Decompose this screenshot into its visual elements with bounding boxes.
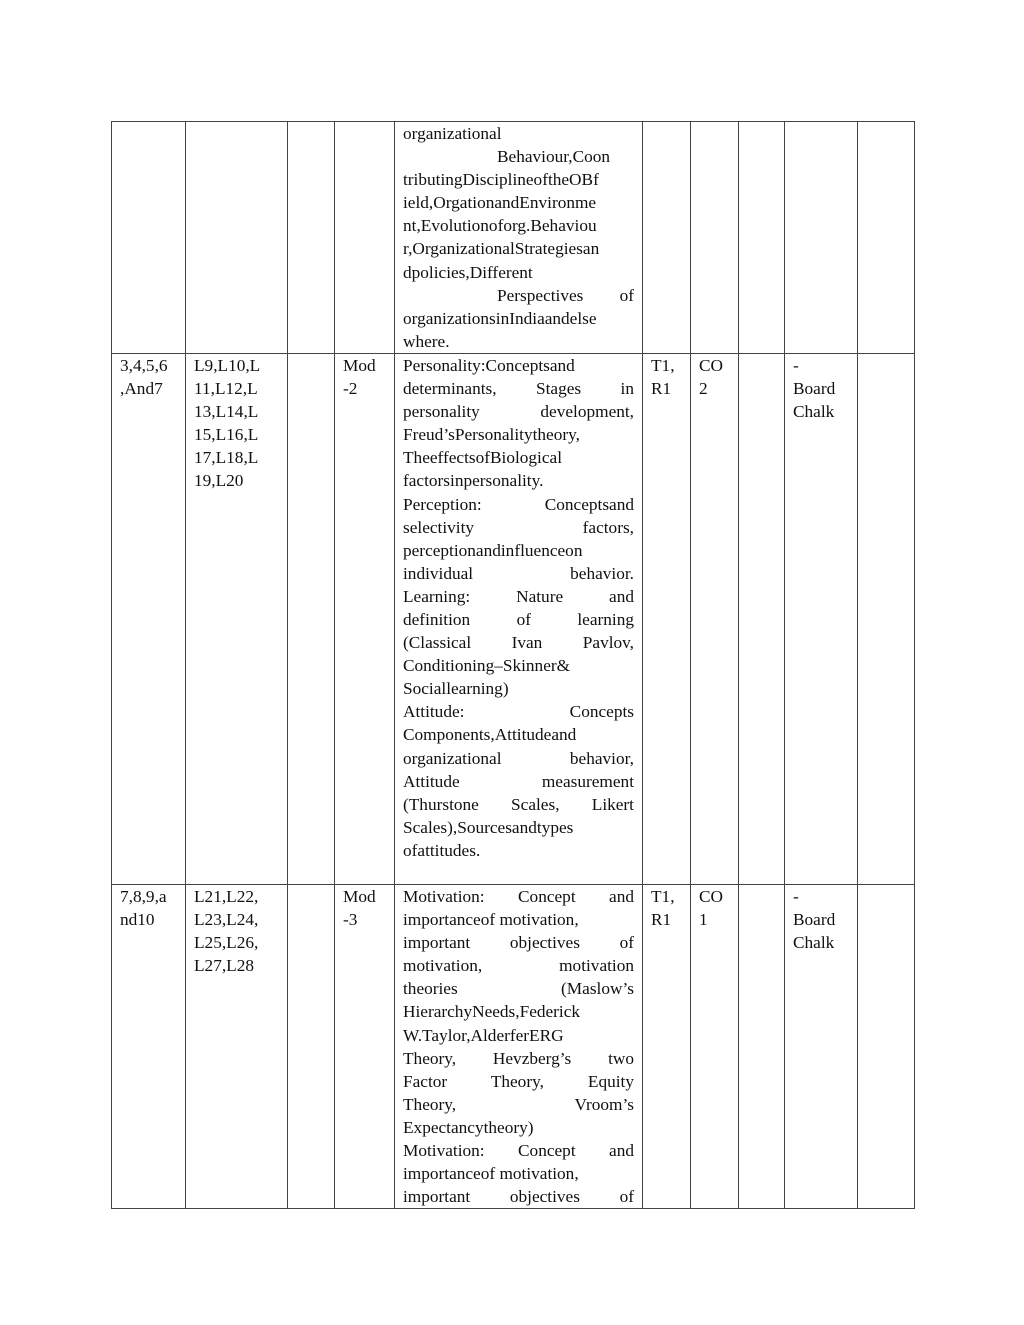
- topic-line: perceptionandinfluenceon: [403, 540, 583, 560]
- topic-line: definition of learning: [403, 609, 634, 629]
- topic-line: organizationsinIndiaandelse: [403, 308, 597, 328]
- topic-line: Perception: Conceptsand: [403, 494, 634, 514]
- blank-cell: [288, 122, 335, 354]
- topic-line: W.Taylor,AlderferERG: [403, 1025, 564, 1045]
- teaching-method-cell-line: Board: [793, 910, 836, 930]
- course-outcome-cell: [691, 122, 739, 354]
- topic-line: Learning: Nature and: [403, 586, 634, 606]
- topic-line: motivation, motivation: [403, 956, 634, 976]
- lesson-plan-table: [111, 121, 915, 1209]
- blank-cell: [858, 884, 915, 1208]
- lectures-cell: [186, 122, 288, 354]
- lectures-cell-line: 15,L16,L: [194, 425, 259, 445]
- topic-line: (Thurstone Scales, Likert: [403, 794, 634, 814]
- blank-cell: [288, 884, 335, 1208]
- lectures-cell: [186, 353, 288, 884]
- topic-line: ofattitudes.: [403, 840, 481, 860]
- topic-line: Attitude measurement: [403, 771, 634, 791]
- topic-line: r,OrganizationalStrategiesan: [403, 239, 600, 259]
- topic-line: tributingDisciplineoftheOBf: [403, 170, 599, 190]
- lectures-cell-line: 11,L12,L: [194, 379, 258, 399]
- lectures-cell-line: 13,L14,L: [194, 402, 259, 422]
- teaching-method-cell: [785, 884, 858, 1208]
- weeks-cell: [112, 884, 186, 1208]
- topic-line: Scales),Sourcesandtypes: [403, 817, 574, 837]
- blank-cell: [739, 122, 785, 354]
- topic-line: Factor Theory, Equity: [403, 1071, 634, 1091]
- topic-line: theories (Maslow’s: [403, 979, 634, 999]
- topic-line: factorsinpersonality.: [403, 471, 544, 491]
- topic-line: importanceof motivation,: [403, 910, 579, 930]
- module-cell: [335, 884, 395, 1208]
- lectures-cell-line: L21,L22,: [194, 886, 259, 906]
- topic-line: HierarchyNeeds,Federick: [403, 1002, 581, 1022]
- lectures-cell-line: L9,L10,L: [194, 355, 261, 375]
- lectures-cell-line: L25,L26,: [194, 933, 259, 953]
- teaching-method-cell-line: Board: [793, 379, 836, 399]
- course-outcome-cell-line: 1: [699, 910, 708, 930]
- topic-line: nt,Evolutionoforg.Behaviou: [403, 216, 597, 236]
- topic-line: Perspectives of: [497, 285, 634, 305]
- topic-line: Components,Attitudeand: [403, 725, 577, 745]
- topic-line: Motivation: Concept and: [403, 886, 634, 906]
- course-outcome-cell-line: CO: [699, 355, 724, 375]
- topic-line: Behaviour,Coon: [497, 147, 611, 167]
- blank-cell: [739, 884, 785, 1208]
- lectures-cell-line: 17,L18,L: [194, 448, 259, 468]
- table-row: [112, 122, 915, 354]
- references-cell-line: T1,: [651, 355, 675, 375]
- topic-line: organizational: [403, 124, 502, 143]
- references-cell: [643, 884, 691, 1208]
- topic-line: Freud’sPersonalitytheory,: [403, 425, 580, 445]
- course-outcome-cell: [691, 884, 739, 1208]
- topic-line: (Classical Ivan Pavlov,: [403, 633, 634, 653]
- module-cell: [335, 353, 395, 884]
- topic-line: determinants, Stages in: [403, 379, 634, 399]
- topic-line: Attitude: Concepts: [403, 702, 634, 722]
- lectures-cell-line: L23,L24,: [194, 910, 259, 930]
- table-row: [112, 353, 915, 884]
- weeks-cell-line: 7,8,9,a: [120, 886, 167, 906]
- references-cell: [643, 122, 691, 354]
- references-cell-line: R1: [651, 910, 672, 930]
- topic-line: Motivation: Concept and: [403, 1140, 634, 1160]
- lectures-cell-line: 19,L20: [194, 471, 244, 491]
- topic-line: individual behavior.: [403, 563, 634, 583]
- topics-cell: [395, 884, 643, 1208]
- topic-line: where.: [403, 331, 450, 351]
- references-cell: [643, 353, 691, 884]
- topic-line: important objectives of: [403, 1187, 634, 1207]
- weeks-cell: [112, 122, 186, 354]
- teaching-method-cell: [785, 353, 858, 884]
- module-cell: [335, 122, 395, 354]
- topic-line: Sociallearning): [403, 679, 509, 699]
- weeks-cell-line: ,And7: [120, 379, 163, 399]
- teaching-method-cell-line: -: [793, 886, 799, 906]
- teaching-method-cell-line: -: [793, 355, 799, 375]
- weeks-cell: [112, 353, 186, 884]
- blank-cell: [858, 122, 915, 354]
- topic-line: importanceof motivation,: [403, 1164, 579, 1184]
- topic-line: TheeffectsofBiological: [403, 448, 562, 468]
- references-cell-line: T1,: [651, 886, 675, 906]
- course-outcome-cell: [691, 353, 739, 884]
- weeks-cell-line: 3,4,5,6: [120, 355, 168, 375]
- module-cell-line: Mod: [343, 886, 376, 906]
- topic-line: Theory, Hevzberg’s two: [403, 1048, 634, 1068]
- module-cell-line: -3: [343, 910, 358, 930]
- topic-line: Conditioning–Skinner&: [403, 656, 571, 676]
- lectures-cell-line: L27,L28: [194, 956, 254, 976]
- topic-line: personality development,: [403, 402, 634, 422]
- references-cell-line: R1: [651, 379, 672, 399]
- topic-line: Expectancytheory): [403, 1117, 534, 1137]
- topics-cell: [395, 122, 643, 354]
- topics-cell: [395, 353, 643, 884]
- teaching-method-cell-line: Chalk: [793, 933, 835, 953]
- table-row: [112, 884, 915, 1208]
- teaching-method-cell: [785, 122, 858, 354]
- topic-line: organizational behavior,: [403, 748, 634, 768]
- blank-cell: [739, 353, 785, 884]
- topic-line: selectivity factors,: [403, 517, 634, 537]
- topic-line: dpolicies,Different: [403, 262, 533, 282]
- topic-line: Personality:Conceptsand: [403, 355, 575, 375]
- blank-cell: [288, 353, 335, 884]
- weeks-cell-line: nd10: [120, 910, 155, 930]
- module-cell-line: -2: [343, 379, 358, 399]
- course-outcome-cell-line: CO: [699, 886, 724, 906]
- topic-line: Theory, Vroom’s: [403, 1094, 634, 1114]
- topic-line: important objectives of: [403, 933, 634, 953]
- lectures-cell: [186, 884, 288, 1208]
- module-cell-line: Mod: [343, 355, 376, 375]
- teaching-method-cell-line: Chalk: [793, 402, 835, 422]
- topic-line: ield,OrgationandEnvironme: [403, 193, 597, 213]
- course-outcome-cell-line: 2: [699, 379, 708, 399]
- blank-cell: [858, 353, 915, 884]
